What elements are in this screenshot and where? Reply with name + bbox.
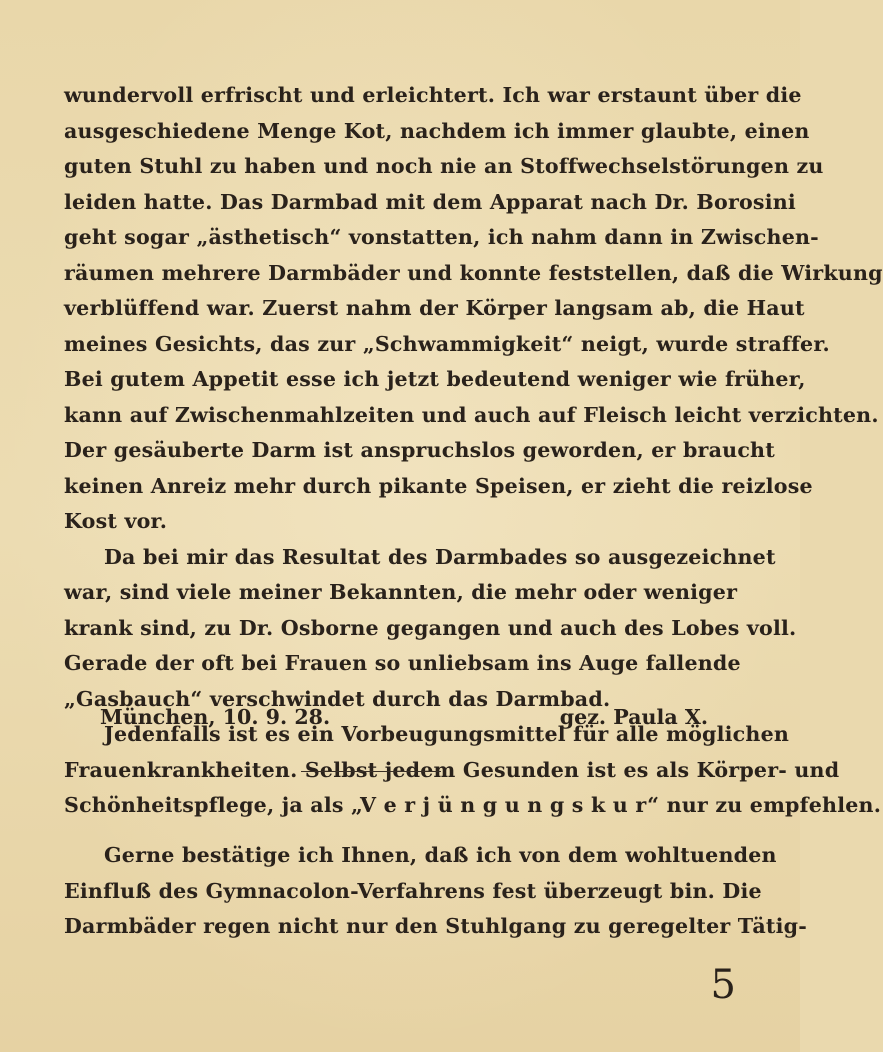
text-line: keinen Anreiz mehr durch pikante Speisen, er zieht die reizlose <box>64 473 813 498</box>
text-line: meines Gesichts, das zur „Schwammigkeit“ neigt, wurde straffer. <box>64 331 830 356</box>
text-line: ausgeschiedene Menge Kot, nachdem ich immer glaubte, einen <box>64 118 810 143</box>
text-line: Da bei mir das Resultat des Darmbades so ausgezeichnet <box>104 544 776 569</box>
text-line: war, sind viele meiner Bekannten, die mehr oder weniger <box>64 580 738 604</box>
text-line: räumen mehrere Darmbäder und konnte feststellen, daß die Wirkung <box>64 260 883 285</box>
text-line: Kost vor. <box>64 509 168 533</box>
second-testimonial-text <box>64 838 807 945</box>
text-line: verblüffend war. Zuerst nahm der Körper langsam ab, die Haut <box>64 296 805 320</box>
signature-place-date: München, 10. 9. 28. <box>100 705 331 729</box>
text-line: guten Stuhl zu haben und noch nie an Stoffwechselstörungen zu <box>64 154 824 178</box>
signature-line <box>100 698 736 736</box>
text-line: Schönheitspflege, ja als „V e r j ü n g u n g s k u r“ nur zu empfehlen. <box>64 793 882 817</box>
text-line: kann auf Zwischenmahlzeiten und auch auf Fleisch leicht verzichten. <box>64 402 879 427</box>
text-line: leiden hatte. Das Darmbad mit dem Apparat nach Dr. Borosini <box>64 189 796 214</box>
text-line: wundervoll erfrischt und erleichtert. Ich war erstaunt über die <box>64 83 802 107</box>
text-line: Bei gutem Appetit esse ich jetzt bedeutend weniger wie früher, <box>64 367 806 391</box>
text-line: krank sind, zu Dr. Osborne gegangen und auch des Lobes voll. <box>64 615 797 640</box>
text-line: geht sogar „ästhetisch“ vonstatten, ich nahm dann in Zwischen- <box>64 225 819 249</box>
text-line: Gerade der oft bei Frauen so unliebsam ins Auge fallende <box>64 651 741 675</box>
text-line: Einfluß des Gymnacolon-Verfahrens fest überzeugt bin. Die <box>64 878 762 903</box>
text-line: Jedenfalls ist es ein Vorbeugungsmittel für alle möglichen <box>104 722 790 746</box>
signature-name: gez. Paula X. <box>559 705 708 729</box>
text-line: Der gesäuberte Darm ist anspruchslos geworden, er braucht <box>64 438 775 462</box>
page-number: 5 <box>710 962 736 1008</box>
text-line: „Gasbauch“ verschwindet durch das Darmbad. <box>64 686 611 711</box>
text-line: Gerne bestätige ich Ihnen, daß ich von dem wohltuenden <box>104 843 777 867</box>
text-line: Darmbäder regen nicht nur den Stuhlgang zu geregelter Tätig- <box>64 914 807 938</box>
section-divider <box>301 771 441 772</box>
text-line: Frauenkrankheiten. Selbst jedem Gesunden ist es als Körper- und <box>64 757 840 782</box>
